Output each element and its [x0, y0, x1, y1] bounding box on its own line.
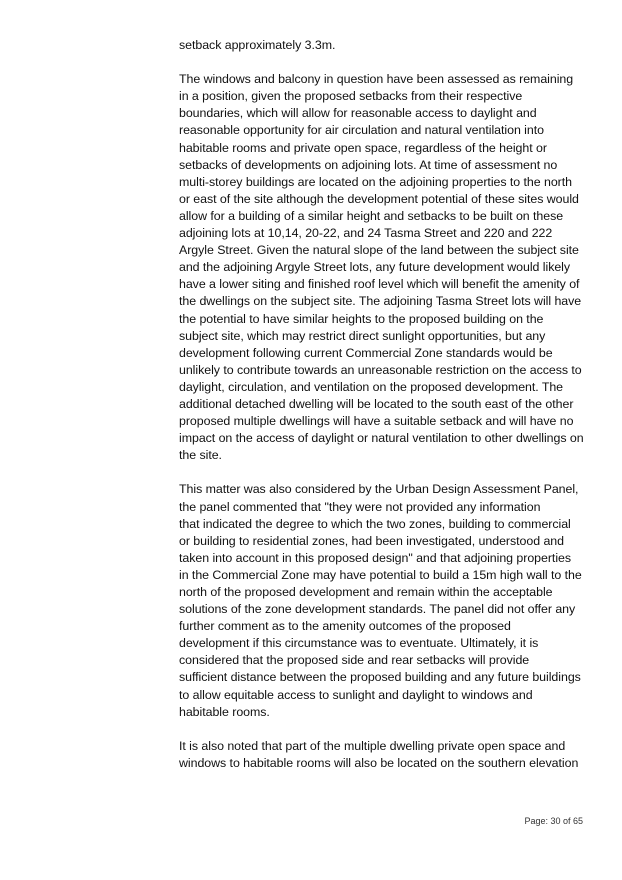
- text-line: proposed multiple dwellings will have a suitable setback and will have no: [179, 414, 574, 429]
- text-line: have a lower siting and finished roof level which will benefit the amenity of: [179, 277, 580, 292]
- paragraph: [179, 481, 583, 720]
- text-line: the potential to have similar heights to the proposed building on the: [179, 311, 544, 326]
- text-line: windows to habitable rooms will also be located on the southern elevation: [179, 755, 579, 770]
- text-line: habitable rooms.: [179, 704, 270, 719]
- text-line: daylight, circulation, and ventilation on the proposed development. The: [179, 379, 564, 394]
- text-line: allow for a building of a similar height and setbacks to be built on these: [179, 208, 564, 223]
- text-line: that indicated the degree to which the two zones, building to commercial: [179, 516, 571, 531]
- text-line: considered that the proposed side and rear setbacks will provide: [179, 653, 530, 668]
- text-line: further comment as to the amenity outcomes of the proposed: [179, 619, 511, 634]
- text-line: habitable rooms and private open space, regardless of the height or: [179, 140, 547, 155]
- text-line: multi-storey buildings are located on the adjoining properties to the north: [179, 174, 572, 189]
- text-line: subject site, which may restrict direct sunlight opportunities, but any: [179, 328, 546, 343]
- text-line: impact on the access of daylight or natural ventilation to other dwellings on: [179, 431, 584, 446]
- text-line: Argyle Street. Given the natural slope of the land between the subject site: [179, 243, 579, 258]
- text-line: reasonable opportunity for air circulation and natural ventilation into: [179, 123, 544, 138]
- text-line: It is also noted that part of the multiple dwelling private open space and: [179, 738, 566, 753]
- text-line: to allow equitable access to sunlight and daylight to windows and: [179, 687, 533, 702]
- text-line: solutions of the zone development standards. The panel did not offer any: [179, 602, 576, 617]
- paragraph-gap: [179, 721, 583, 738]
- text-line: north of the proposed development and remain within the acceptable: [179, 585, 553, 599]
- text-line: or east of the site although the development potential of these sites would: [179, 191, 579, 206]
- paragraph: [179, 37, 583, 54]
- text-line: setback approximately 3.3m.: [179, 38, 336, 52]
- paragraph-gap: [179, 464, 583, 481]
- text-line: the panel commented that "they were not provided any information: [179, 499, 541, 514]
- text-line: sufficient distance between the proposed building and any future buildings: [179, 670, 581, 685]
- text-line: development following current Commercial Zone standards would be: [179, 345, 553, 360]
- text-line: setbacks of developments on adjoining lots. At time of assessment no: [179, 157, 558, 172]
- text-line: the dwellings on the subject site. The adjoining Tasma Street lots will have: [179, 294, 582, 309]
- text-line: The windows and balcony in question have been assessed as remaining: [179, 72, 574, 87]
- page-number: Page: 30 of 65: [524, 816, 583, 826]
- text-line: in a position, given the proposed setbacks from their respective: [179, 89, 523, 104]
- text-line: additional detached dwelling will be located to the south east of the other: [179, 396, 574, 411]
- text-line: development if this circumstance was to eventuate. Ultimately, it is: [179, 636, 539, 651]
- text-line: or building to residential zones, had been investigated, understood and: [179, 533, 564, 548]
- paragraph-gap: [179, 54, 583, 71]
- text-line: This matter was also considered by the Urban Design Assessment Panel,: [179, 482, 579, 497]
- paragraph: [179, 738, 583, 772]
- text-line: adjoining lots at 10,14, 20-22, and 24 Tasma Street and 220 and 222: [179, 226, 553, 241]
- body-text: [179, 37, 583, 772]
- paragraph: [179, 71, 583, 464]
- text-line: the site.: [179, 448, 222, 463]
- text-line: and the adjoining Argyle Street lots, any future development would likely: [179, 260, 571, 275]
- text-line: in the Commercial Zone may have potential to build a 15m high wall to the: [179, 567, 582, 582]
- text-line: boundaries, which will allow for reasonable access to daylight and: [179, 106, 537, 121]
- text-line: taken into account in this proposed design" and that adjoining properties: [179, 550, 572, 565]
- text-line: unlikely to contribute towards an unreasonable restriction on the access to: [179, 362, 582, 377]
